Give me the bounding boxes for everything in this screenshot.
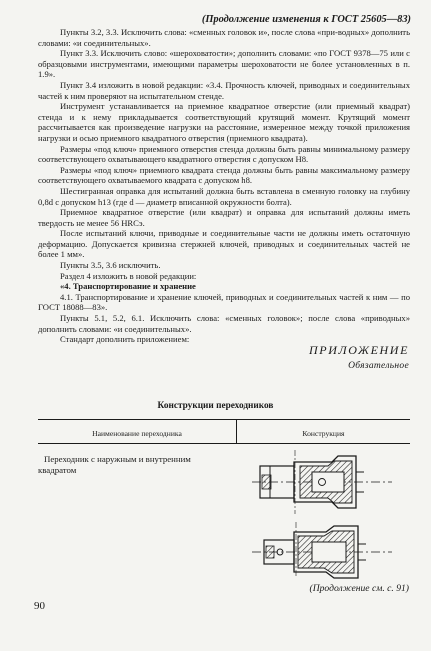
paragraph: Стандарт дополнить приложением: bbox=[60, 334, 190, 345]
section-heading: «4. Транспортирование и хранение bbox=[60, 281, 196, 292]
table-header-rule bbox=[38, 443, 410, 444]
paragraph: 4.1. Транспортирование и хранение ключей, приводных и соединительных частей к ним — по ГОСТ 18088—83». bbox=[38, 291, 410, 313]
paragraph: Пункты 3.5, 3.6 исключить. bbox=[60, 260, 161, 271]
paragraph: Раздел 4 изложить в новой редакции: bbox=[60, 270, 197, 281]
appendix-title: ПРИЛОЖЕНИЕ bbox=[309, 343, 409, 357]
column-header-design: Конструкция bbox=[302, 429, 345, 438]
paragraph: Размеры «под ключ» приемного отверстия стенда должны быть равны минимальному размеру соответствующего охватывающего квадратного отверстия с допуском H8. bbox=[38, 143, 410, 165]
paragraph: После испытаний ключи, приводные и соединительные части не должны иметь остаточную деформацию. Допускается кривизна стержней ключей, приводных и соединительных частей не более 1 мм». bbox=[38, 228, 410, 260]
page-number: 90 bbox=[34, 600, 45, 612]
paragraph: Пункт 3.3. Исключить слово: «шероховатости»; дополнить словами: «по ГОСТ 9378—75 или с образцовыми инструментами, имеющими параметры шероховатости не более установленных в п. 1.9». bbox=[38, 48, 410, 80]
column-header-name: Наименование переходника bbox=[92, 429, 182, 438]
paragraph: Шестигранная оправка для испытаний должна быть вставлена в сменную головку на глубину 0,8d с допуском h13 (где d — диаметр вписанной окружности болта). bbox=[38, 185, 410, 207]
adapter-bottom-view bbox=[252, 522, 392, 578]
table-row-name: Переходник с наружным и внутренним квадратом bbox=[38, 454, 191, 475]
paragraph: Приемное квадратное отверстие (или квадрат) и оправка для испытаний должны иметь твердость не менее 56 HRCэ. bbox=[38, 207, 410, 228]
paragraph: Пункт 3.4 изложить в новой редакции: «3.4. Прочность ключей, приводных и соединительных частей к ним проверяют на испытательном стенде. bbox=[38, 79, 410, 101]
table-title: Конструкции переходников bbox=[157, 401, 274, 411]
appendix-subtitle: Обязательное bbox=[348, 361, 409, 371]
page-header: (Продолжение изменения к ГОСТ 25605—83) bbox=[201, 14, 411, 25]
adapter-top-view bbox=[252, 450, 392, 514]
adapter-drawing bbox=[252, 448, 392, 580]
continued-note: (Продолжение см. с. 91) bbox=[309, 583, 409, 594]
paragraph: Инструмент устанавливается на приемное квадратное отверстие (или приемный квадрат) стенда и к нему прикладывается соответствующий крутящий момент. Крутящий момент рассчитывается как произведение нагрузки на расстояние, измеренное между точкой приложения нагрузки и осью приемного квадратного отверстия (приемного квадрата). bbox=[38, 101, 410, 143]
paragraph: Пункты 3.2, 3.3. Исключить слова: «сменных головок и», после слова «при-водных» дополнить словами: «и соединительных». bbox=[38, 27, 410, 48]
table-top-rule bbox=[38, 419, 410, 420]
body-text bbox=[38, 27, 410, 345]
paragraph: Размеры «под ключ» приемного квадрата стенда должны быть равны максимальному размеру соответствующего охватываемого квадрата с допуском h8. bbox=[38, 164, 410, 186]
paragraph: Пункты 5.1, 5.2, 6.1. Исключить слова: «сменных головок»; после слова «приводных» дополнить словами: «и соединительных». bbox=[38, 313, 410, 334]
